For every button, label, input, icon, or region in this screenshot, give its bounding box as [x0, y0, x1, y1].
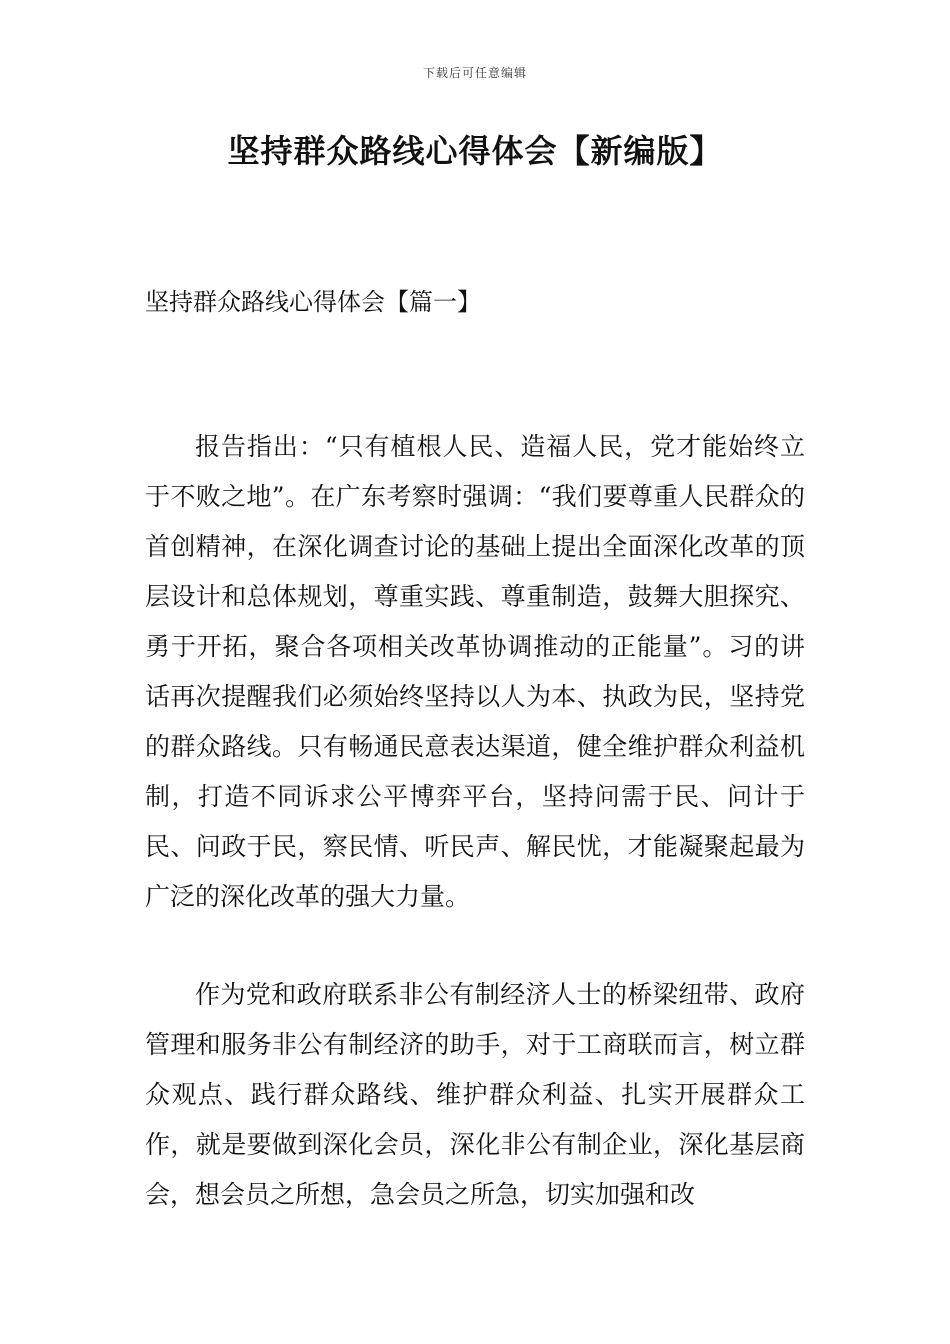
- body-paragraph-1: 报告指出：“只有植根人民、造福人民，党才能始终立于不败之地”。在广东考察时强调：“我们要尊重人民群众的首创精神，在深化调查讨论的基础上提出全面深化改革的顶层设计和总体规划，尊重实践、尊重制造，鼓舞大胆探究、勇于开拓，聚合各项相关改革协调推动的正能量”。习的讲话再次提醒我们必须始终坚持以人为本、执政为民，坚持党的群众路线。只有畅通民意表达渠道，健全维护群众利益机制，打造不同诉求公平博弈平台，坚持问需于民、问计于民、问政于民，察民情、听民声、解民忧，才能凝聚起最为广泛的深化改革的强大力量。: [145, 432, 805, 911]
- body-paragraph-2: 作为党和政府联系非公有制经济人士的桥梁纽带、政府管理和服务非公有制经济的助手，对于工商联而言，树立群众观点、践行群众路线、维护群众利益、扎实开展群众工作，就是要做到深化会员，深化非公有制企业，深化基层商会，想会员之所想，急会员之所急，切实加强和改: [145, 980, 805, 1209]
- section-heading: 坚持群众路线心得体会【篇一】: [145, 288, 481, 316]
- header-note: 下载后可任意编辑: [422, 66, 527, 80]
- document-title: 坚持群众路线心得体会【新编版】: [227, 132, 723, 170]
